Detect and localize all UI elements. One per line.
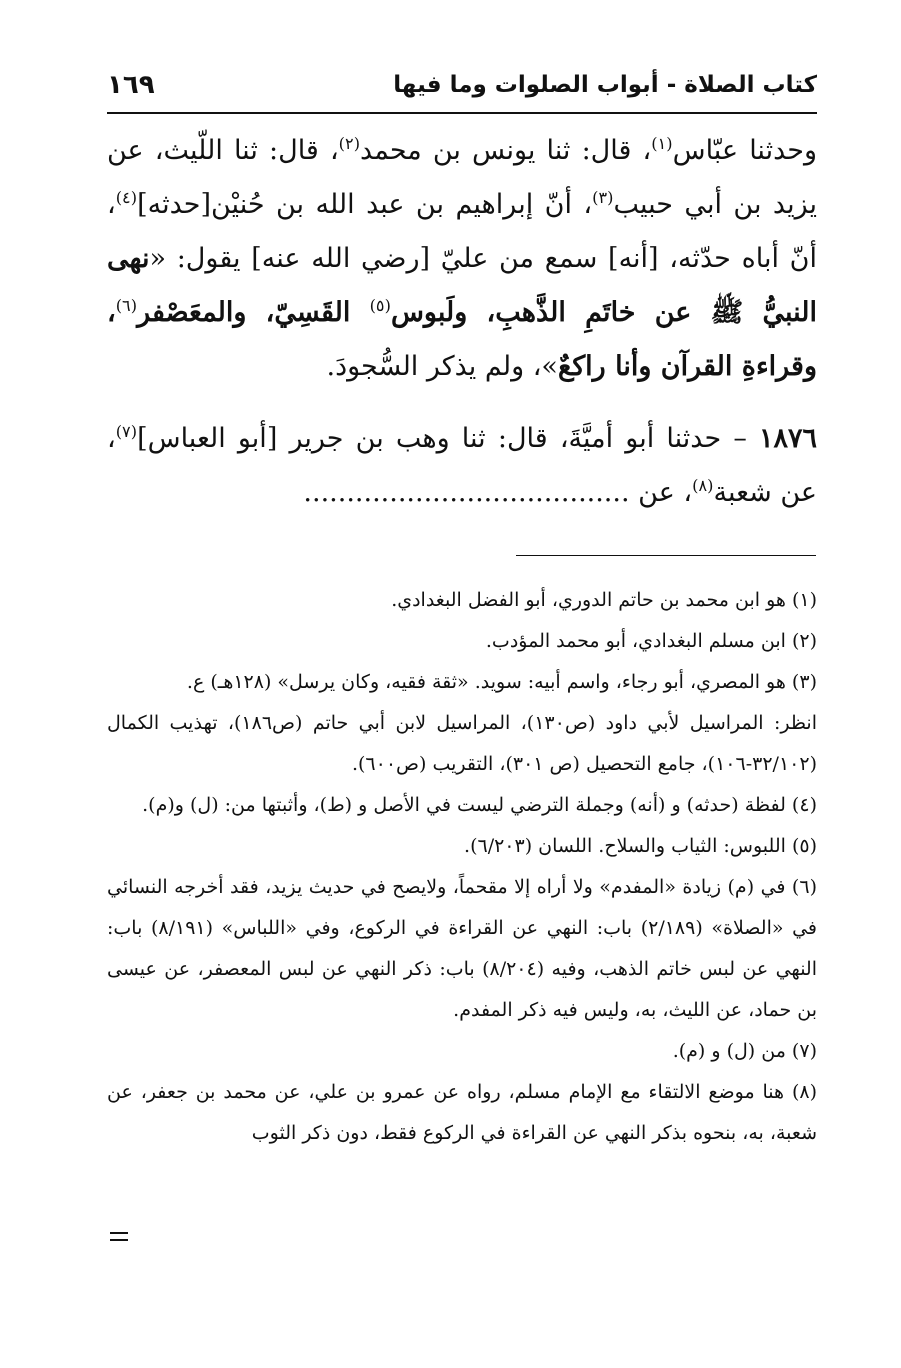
hadith-matn: نهى النبيُّ ﷺ عن خاتَمِ الذَّهبِ، ولَبوس [107,243,817,328]
footnote-ref: (٨) [692,476,714,495]
footnote: (١) هو ابن محمد بن حاتم الدوري، أبو الفضل البغدادي. [391,589,817,611]
footnote: (٨) هنا موضع الالتقاء مع الإمام مسلم، رواه عن عمرو بن علي، عن محمد بن جعفر، عن شعبة، به، بنحوه بذكر النهي عن القراءة في الركوع فقط، دون ذكر الثوب [107,1081,817,1144]
footnote-separator [516,555,816,556]
page-header [107,70,817,106]
main-text [107,124,817,520]
footnotes [107,580,817,1154]
hadith-matn: ، وقراءةِ القرآن وأنا راكعٌ [107,297,817,382]
running-title: كتاب الصلاة - أبواب الصلوات وما فيها [393,72,817,98]
footnote-ref: (٢) [338,134,361,153]
footnote-ref: (٤) [115,188,138,207]
footnote-continuation: انظر: المراسيل لأبي داود (ص١٣٠)، المراسيل لابن أبي حاتم (ص١٨٦)، تهذيب الكمال (٣٢/١٠٢-١٠٦)، جامع التحصيل (ص ٣٠١)، التقريب (ص٦٠٠). [107,712,817,775]
footnote: (٤) لفظة (حدثه) و (أنه) وجملة الترضي ليست في الأصل و (ط)، وأثبتها من: (ل) و(م). [142,794,817,816]
text-run: – حدثنا أبو أميَّةَ، قال: ثنا وهب بن جرير [أبو العباس] [137,423,747,454]
header-rule [107,112,817,114]
footnote: (٥) اللبوس: الثياب والسلاح. اللسان (٦/٢٠٣). [464,835,817,857]
text-run: ، قال: ثنا يونس بن محمد [360,135,652,166]
hadith-matn: القَسِيّ، والمعَصْفر [137,297,370,328]
footnote: (٢) ابن مسلم البغدادي، أبو محمد المؤدب. [485,630,817,652]
text-run: »، ولم يذكر السُّجودَ. [326,351,558,382]
text-run: ، قال: ثنا اللّيث، عن يزيد بن أبي حبيب [107,135,818,220]
continuation-mark [110,1232,128,1241]
footnote-ref: (٧) [115,422,138,441]
hadith-paragraph [107,412,817,520]
text-run: ، عن [629,477,693,508]
page-number: ١٦٩ [107,70,155,100]
footnote: (٣) هو المصري، أبو رجاء، واسم أبيه: سويد. «ثقة فقيه، وكان يرسل» (١٢٨هـ) ع. [186,671,817,693]
text-run: ، عن شعبة [107,423,817,508]
footnote: (٦) في (م) زيادة «المفدم» ولا أراه إلا مقحماً، ولايصح في حديث يزيد، فقد أخرجه النسائي في «الصلاة» (٢/١٨٩) باب: النهي عن القراءة في الركوع، وفي «اللباس» (٨/١٩١) باب: النهي عن لبس خاتم الذهب، وفيه (٨/٢٠٤) باب: ذكر النهي عن لبس المعصفر، عن عيسى بن حماد، عن الليث، به، وليس فيه ذكر المفدم. [107,876,818,1021]
hadith-paragraph [107,124,817,394]
footnote-ref: (٦) [115,296,138,315]
text-run: ، أنّ أباه حدّثه، [أنه] سمع من عليّ [رضي الله عنه] يقول: « [107,189,817,274]
text-run: ، أنّ إبراهيم بن عبد الله بن حُنيْن[حدثه] [137,189,593,220]
footnote-ref: (٣) [592,188,614,207]
text-run: وحدثنا عبّاس [672,135,817,166]
footnote-ref: (١) [651,134,673,153]
footnote-ref: (٥) [369,296,391,315]
footnote: (٧) من (ل) و (م). [672,1040,817,1062]
continuation-dots: ...................................... [303,477,630,508]
hadith-number: ١٨٧٦ [758,423,817,454]
